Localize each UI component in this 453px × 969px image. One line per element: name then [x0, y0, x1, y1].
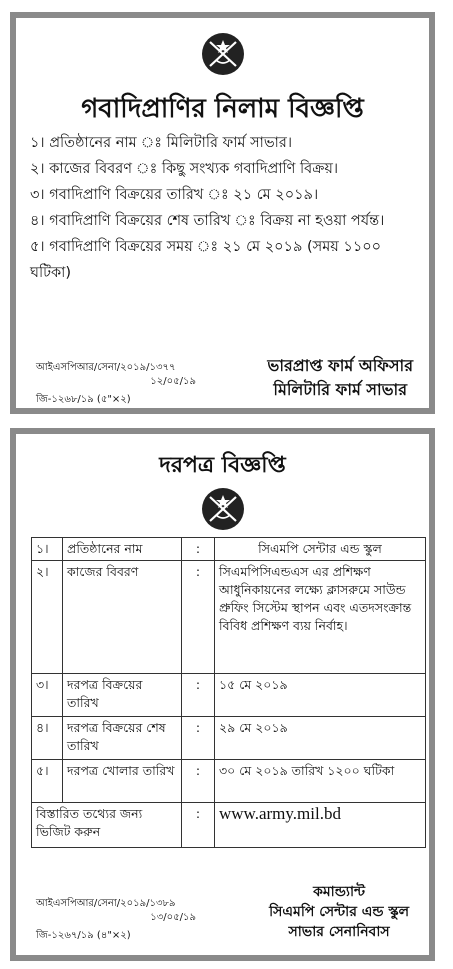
tender-table — [31, 537, 426, 848]
notice-item: ৫। গবাদিপ্রাণি বিক্রয়ের সময় ঃ ২১ মে ২০১৯ (সময় ১১০০ ঘটিকা) — [30, 239, 382, 281]
row-number: ১। — [32, 538, 63, 561]
notice-item: ৪। গবাদিপ্রাণি বিক্রয়ের শেষ তারিখ ঃ বিক্রয় না হওয়া পর্যন্ত। — [30, 213, 385, 229]
row-colon: : — [182, 717, 215, 760]
reference-number: আইএসপিআর/সেনা/২০১৯/১৩৭৭ — [36, 362, 176, 373]
row-colon: : — [182, 803, 215, 848]
row-label: দরপত্র বিক্রয়ের তারিখ — [63, 674, 182, 717]
army-emblem-icon — [201, 487, 245, 531]
row-number: ৫। — [32, 760, 63, 803]
signature-line: সাভার সেনানিবাস — [288, 924, 390, 940]
row-colon: : — [182, 760, 215, 803]
website-link[interactable]: www.army.mil.bd — [215, 803, 426, 848]
notice-item: ৩। গবাদিপ্রাণি বিক্রয়ের তারিখ ঃ ২১ মে ২০১৯। — [30, 187, 319, 203]
notice-title: গবাদিপ্রাণির নিলাম বিজ্ঞপ্তি — [81, 94, 364, 124]
signature-line: সিএমপি সেন্টার এন্ড স্কুল — [269, 904, 409, 920]
row-label: দরপত্র বিক্রয়ের শেষ তারিখ — [63, 717, 182, 760]
row-label: কাজের বিবরণ — [63, 561, 182, 674]
table-row — [32, 760, 426, 803]
row-value: সিএমপি সেন্টার এন্ড স্কুল — [215, 538, 426, 561]
visit-label: বিস্তারিত তথ্যের জন্য ভিজিট করুন — [32, 803, 182, 848]
signature-line: কমান্ড্যান্ট — [313, 884, 366, 900]
signature-block — [267, 354, 413, 402]
row-value: ১৫ মে ২০১৯ — [215, 674, 426, 717]
row-colon: : — [182, 538, 215, 561]
reference-number: আইএসপিআর/সেনা/২০১৯/১৩৮৯ — [36, 898, 176, 909]
row-colon: : — [182, 561, 215, 674]
row-value: সিএমপিসিএন্ডএস এর প্রশিক্ষণ আধুনিকায়নের লক্ষ্যে ক্লাসরুমে সাউন্ড প্রুফিং সিস্টেম স্থাপন এবং এতদসংক্রান্ত বিবিধ প্রশিক্ষণ ব্যয় নির্বাহ। — [215, 561, 426, 674]
signature-line: ভারপ্রাপ্ত ফার্ম অফিসার — [267, 356, 413, 375]
table-row — [32, 561, 426, 674]
notice-title: দরপত্র বিজ্ঞপ্তি — [159, 453, 286, 478]
notice-item: ২। কাজের বিবরণ ঃ কিছু সংখ্যক গবাদিপ্রাণি বিক্রয়। — [30, 161, 339, 177]
reference-block — [36, 361, 196, 407]
ad-code: জি-১২৬৮/১৯ (৫"×২) — [36, 394, 131, 405]
row-number: ৩। — [32, 674, 63, 717]
table-row — [32, 538, 426, 561]
row-label: দরপত্র খোলার তারিখ — [63, 760, 182, 803]
table-row — [32, 674, 426, 717]
reference-block — [36, 897, 196, 943]
reference-date: ১৩/০৫/১৯ — [150, 912, 196, 923]
table-row — [32, 717, 426, 760]
table-row — [32, 803, 426, 848]
reference-date: ১২/০৫/১৯ — [150, 376, 196, 387]
army-emblem-icon — [201, 32, 245, 76]
livestock-auction-notice — [10, 12, 435, 414]
row-colon: : — [182, 674, 215, 717]
row-number: ৪। — [32, 717, 63, 760]
signature-line: মিলিটারি ফার্ম সাভার — [273, 380, 408, 399]
row-label: প্রতিষ্ঠানের নাম — [63, 538, 182, 561]
tender-notice — [10, 428, 435, 961]
notice-items — [30, 130, 417, 286]
row-value: ৩০ মে ২০১৯ তারিখ ১২০০ ঘটিকা — [215, 760, 426, 803]
notice-item: ১। প্রতিষ্ঠানের নাম ঃ মিলিটারি ফার্ম সাভার। — [30, 135, 293, 151]
row-number: ২। — [32, 561, 63, 674]
row-value: ২৯ মে ২০১৯ — [215, 717, 426, 760]
signature-block — [269, 882, 409, 942]
ad-code: জি-১২৬৭/১৯ (৪"×২) — [36, 930, 131, 941]
